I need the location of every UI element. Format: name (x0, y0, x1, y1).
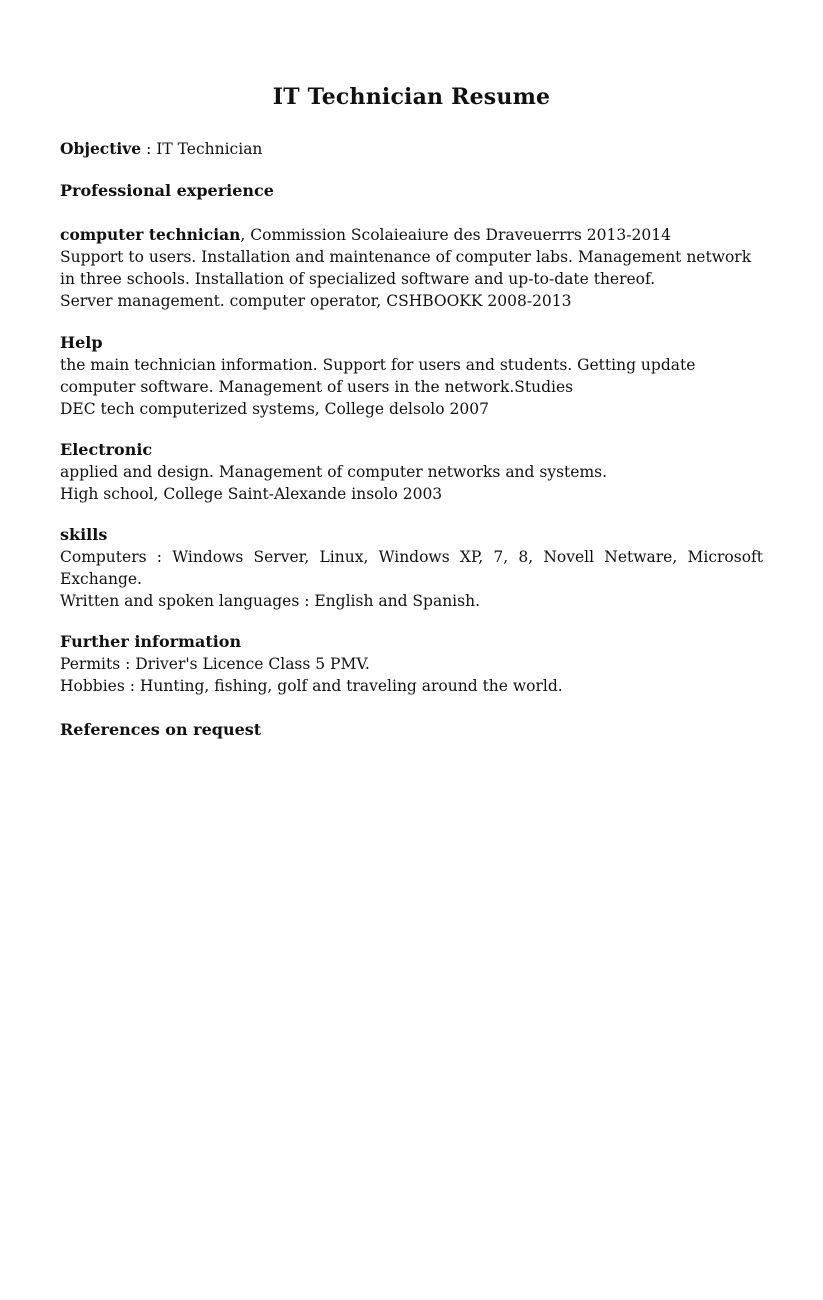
further-information-permits: Permits : Driver's Licence Class 5 PMV. (60, 655, 370, 673)
objective-separator: : (141, 140, 157, 158)
experience-server-line: Server management. computer operator, CSHBOOKK 2008-2013 (60, 292, 572, 310)
electronic-heading: Electronic (60, 440, 153, 459)
electronic-education-line: High school, College Saint-Alexande insolo 2003 (60, 485, 443, 503)
further-information-heading: Further information (60, 632, 242, 651)
experience-role-line (60, 224, 763, 246)
experience-description: Support to users. Installation and maintenance of computer labs. Management network in three schools. Installation of specialized software and up-to-date thereof. (60, 248, 752, 288)
help-description: the main technician information. Support for users and students. Getting update computer software. Management of users in the network.Studies (60, 356, 696, 396)
objective-label: Objective (60, 139, 142, 158)
professional-experience-heading: Professional experience (60, 181, 274, 200)
experience-employer: , Commission Scolaieaiure des Draveuerrrs 2013-2014 (240, 226, 671, 244)
references-section (60, 719, 763, 741)
electronic-description: applied and design. Management of computer networks and systems. (60, 463, 608, 481)
help-education-line: DEC tech computerized systems, College delsolo 2007 (60, 400, 489, 418)
skills-languages: Written and spoken languages : English and Spanish. (60, 592, 481, 610)
skills-computers: Computers : Windows Server, Linux, Windows XP, 7, 8, Novell Netware, Microsoft Exchange. (60, 548, 763, 588)
electronic-section (60, 439, 763, 505)
skills-section (60, 524, 763, 612)
professional-experience-section (60, 180, 763, 312)
help-section (60, 332, 763, 420)
skills-heading: skills (60, 525, 108, 544)
objective-value: IT Technician (156, 140, 263, 158)
experience-role: computer technician (60, 225, 241, 244)
objective-line (60, 138, 763, 160)
references-heading: References on request (60, 720, 262, 739)
help-heading: Help (60, 333, 103, 352)
resume-title: IT Technician Resume (272, 84, 551, 110)
further-information-section (60, 631, 763, 697)
further-information-hobbies: Hobbies : Hunting, fishing, golf and traveling around the world. (60, 677, 563, 695)
